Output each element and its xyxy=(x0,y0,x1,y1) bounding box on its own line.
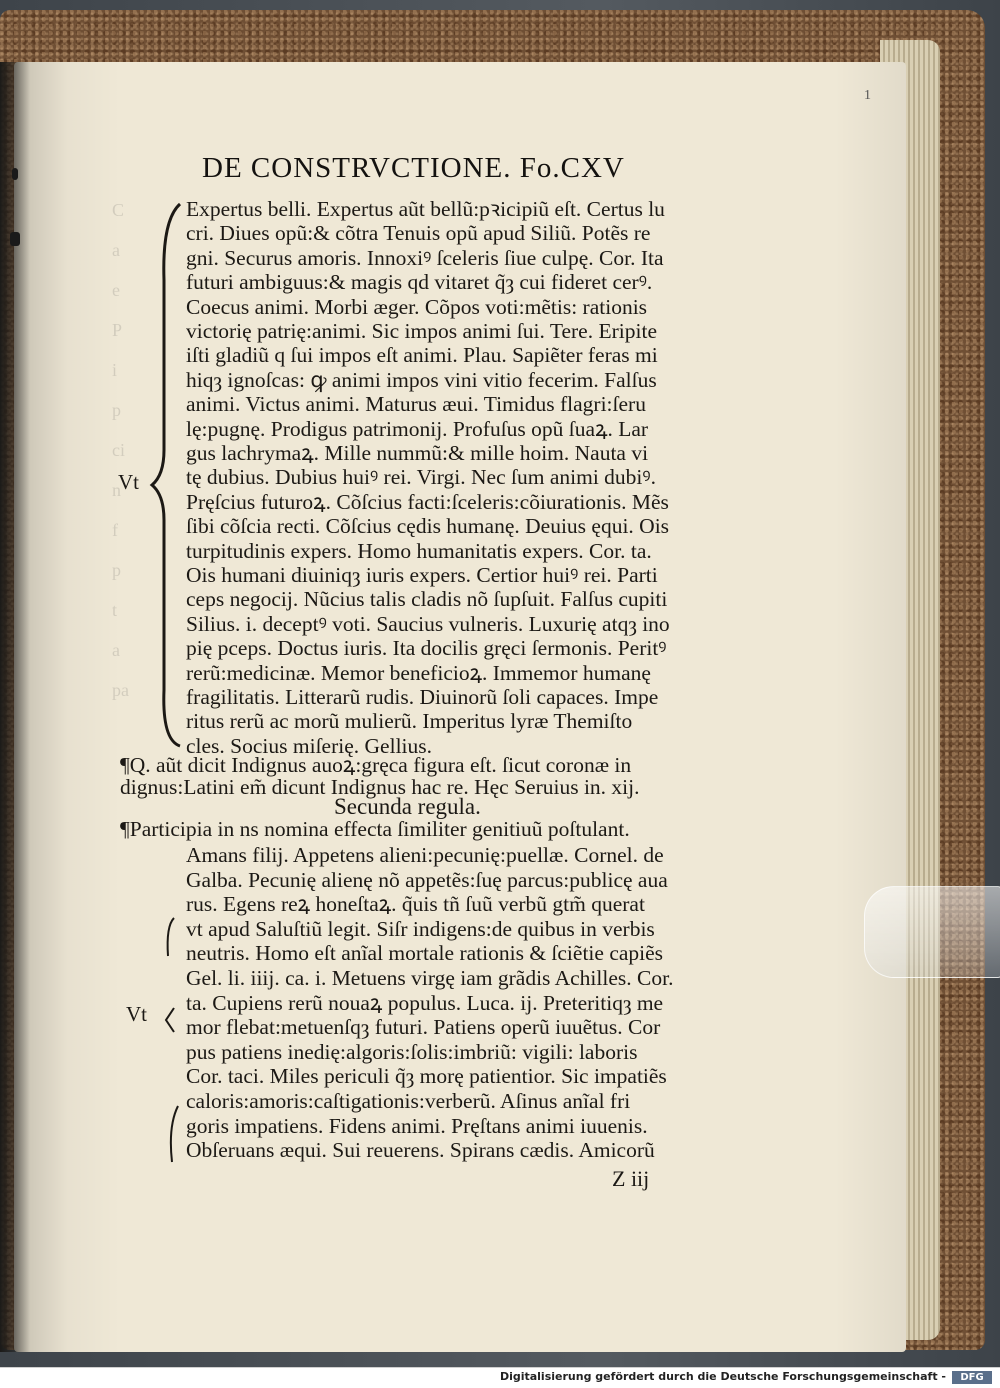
text-line: dignus:Latini em̃ dicunt Indignus hac re. Hęc Seruius in. xij. xyxy=(120,775,640,799)
footer-credit: Digitalisierung gefördert durch die Deutsche Forschungsgemeinschaft - xyxy=(499,1370,946,1383)
text-line: gni. Securus amoris. Innoxiꝰ ſceleris ſiue culpę. Cor. Ita xyxy=(186,245,664,270)
plastic-page-clip xyxy=(864,886,1000,978)
text-line: fragilitatis. Litterarũ rudis. Diuinorũ ſoli capaces. Impe xyxy=(186,685,659,709)
text-line: Expertus belli. Expertus aũt bellũ:pꝛicipiũ eſt. Certus lu xyxy=(186,197,665,221)
page-corner-mark: 1 xyxy=(864,88,871,103)
text-line: goris impatiens. Fidens animi. Pręſtans animi iuuenis. xyxy=(186,1113,648,1138)
text-line: ritus rerũ ac morũ mulierũ. Imperitus lyræ Themiſto xyxy=(186,709,633,734)
margin-note-vt: Vt xyxy=(118,470,139,494)
dfg-logo: DFG xyxy=(952,1371,992,1384)
text-line: cles. Socius miſerię. Gellius. xyxy=(186,733,433,758)
rule-statement: ¶Participia in ns nomina effecta ſimiliter genitiuũ poſtulant. xyxy=(120,817,630,841)
show-through-glyph: pa xyxy=(112,680,129,700)
gutter-mark xyxy=(12,168,18,180)
show-through-glyph: C xyxy=(112,200,125,220)
text-line: iſti gladiũ q ſui impos eſt animi. Plau. Sapiẽter feras mi xyxy=(186,343,658,368)
text-line: pię pceps. Doctus iuris. Ita docilis gręci ſermonis. Peritꝰ xyxy=(186,636,667,661)
running-head: DE CONSTRVCTIONE. Fo.CXV xyxy=(202,152,625,184)
text-line: vt apud Saluſtiũ legit. Siſr indigens:de quibus in verbis xyxy=(186,916,655,941)
text-line: Silius. i. deceptꝰ voti. Saucius vulneris. Luxurię atqȝ ino xyxy=(186,611,670,636)
text-line: ceps negocij. Nũcius talis cladis nõ ſupſuit. Falſus cupiti xyxy=(186,587,668,612)
show-through-glyph: P xyxy=(112,320,123,340)
text-line: gus lachrymaꝝ. Mille nummũ:& mille hoim. Nauta vi xyxy=(186,441,649,465)
section-heading: Secunda regula. xyxy=(334,794,481,819)
text-line: ſibi cõſcia recti. Cõſcius cędis humanę. Deuius ęqui. Ois xyxy=(186,514,670,539)
text-line: cri. Diues opũ:& cõtra Tenuis opũ apud Siliũ. Potẽs re xyxy=(186,221,651,246)
margin-note-vt: Vt xyxy=(126,1002,147,1026)
text-line: neutris. Homo eſt anĩal mortale rationis & ſciẽtie capiẽs xyxy=(186,941,664,966)
text-line: Ois humani diuiniqȝ iuris expers. Certior huiꝰ rei. Parti xyxy=(186,563,658,587)
text-line: ta. Cupiens rerũ nouaꝝ populus. Luca. ij. Preteritiqȝ me xyxy=(186,990,664,1015)
text-line: Coecus animi. Morbi æger. Cõpos voti:mẽtis: rationis xyxy=(186,294,648,319)
text-line: caloris:amoris:caſtigationis:verberũ. Aſinus anĩal fri xyxy=(186,1089,631,1113)
text-line: rerũ:medicinæ. Memor beneficioꝝ. Immemor humanę xyxy=(186,660,651,685)
text-line: hiqȝ ignoſcas: ꝙ animi impos vini vitio fecerim. Falſus xyxy=(186,367,657,392)
gutter-mark xyxy=(10,232,20,246)
text-line: rus. Egens reꝝ honeſtaꝝ. q̃uis tñ ſuũ verbũ gtm̃ querat xyxy=(186,892,645,917)
show-through-glyph: a xyxy=(112,640,120,660)
show-through-glyph: p xyxy=(112,560,121,580)
text-line: Galba. Pecunię alienę nõ appetẽs:ſuę parcus:publicę aua xyxy=(186,867,668,892)
text-line: Amans filij. Appetens alieni:pecunię:puellæ. Cornel. de xyxy=(186,843,664,867)
show-through-glyph: i xyxy=(112,360,118,380)
text-line: Pręſcius futuroꝝ. Cõſcius facti:ſceleris:cõiurationis. Mẽs xyxy=(186,489,669,514)
show-through-glyph: e xyxy=(112,280,120,300)
text-line: Gel. li. iiij. ca. i. Metuens virgę iam grãdis Achilles. Cor. xyxy=(186,966,674,990)
show-through-glyph: p xyxy=(112,400,121,420)
text-line: Cor. taci. Miles periculi q̃ȝ morę patientior. Sic impatiẽs xyxy=(186,1064,667,1089)
show-through-glyph: ci xyxy=(112,440,125,460)
footer-banner xyxy=(0,1367,1000,1388)
text-line: mor flebat:metuenſqȝ futuri. Patiens operũ iuuẽtus. Cor xyxy=(186,1015,661,1040)
text-line: lę:pugnę. Prodigus patrimonij. Profuſus opũ ſuaꝝ. Lar xyxy=(186,416,649,441)
gutter-shadow xyxy=(0,62,30,1352)
text-line: Obſeruans æqui. Sui reuerens. Spirans cædis. Amicorũ xyxy=(186,1138,655,1163)
text-line: pus patiens inedię:algoris:ſolis:imbriũ: vigili: laboris xyxy=(186,1039,638,1064)
show-through-glyph: a xyxy=(112,240,120,260)
signature-mark: Z iij xyxy=(612,1166,650,1191)
show-through-glyph: n xyxy=(112,480,121,500)
text-line: turpitudinis expers. Homo humanitatis expers. Cor. ta. xyxy=(186,538,652,563)
text-line: ¶Q. aũt dicit Indignus auoꝝ:gręca figura eſt. ſicut coronæ in xyxy=(120,753,632,777)
left-brace xyxy=(150,200,190,750)
text-line: futuri ambiguus:& magis qd vitaret q̃ȝ cui fideret cerꝰ. xyxy=(186,270,653,295)
text-line: victorię patrię:animi. Sic impos animi ſui. Tere. Eripite xyxy=(186,319,657,343)
text-line: animi. Victus animi. Maturus æui. Timidus flagri:ſeru xyxy=(186,392,646,417)
show-through-glyph: t xyxy=(112,600,118,620)
show-through-glyph: f xyxy=(112,520,118,540)
text-line: tę dubius. Dubius huiꝰ rei. Virgi. Nec ſum animi dubiꝰ. xyxy=(186,465,656,490)
